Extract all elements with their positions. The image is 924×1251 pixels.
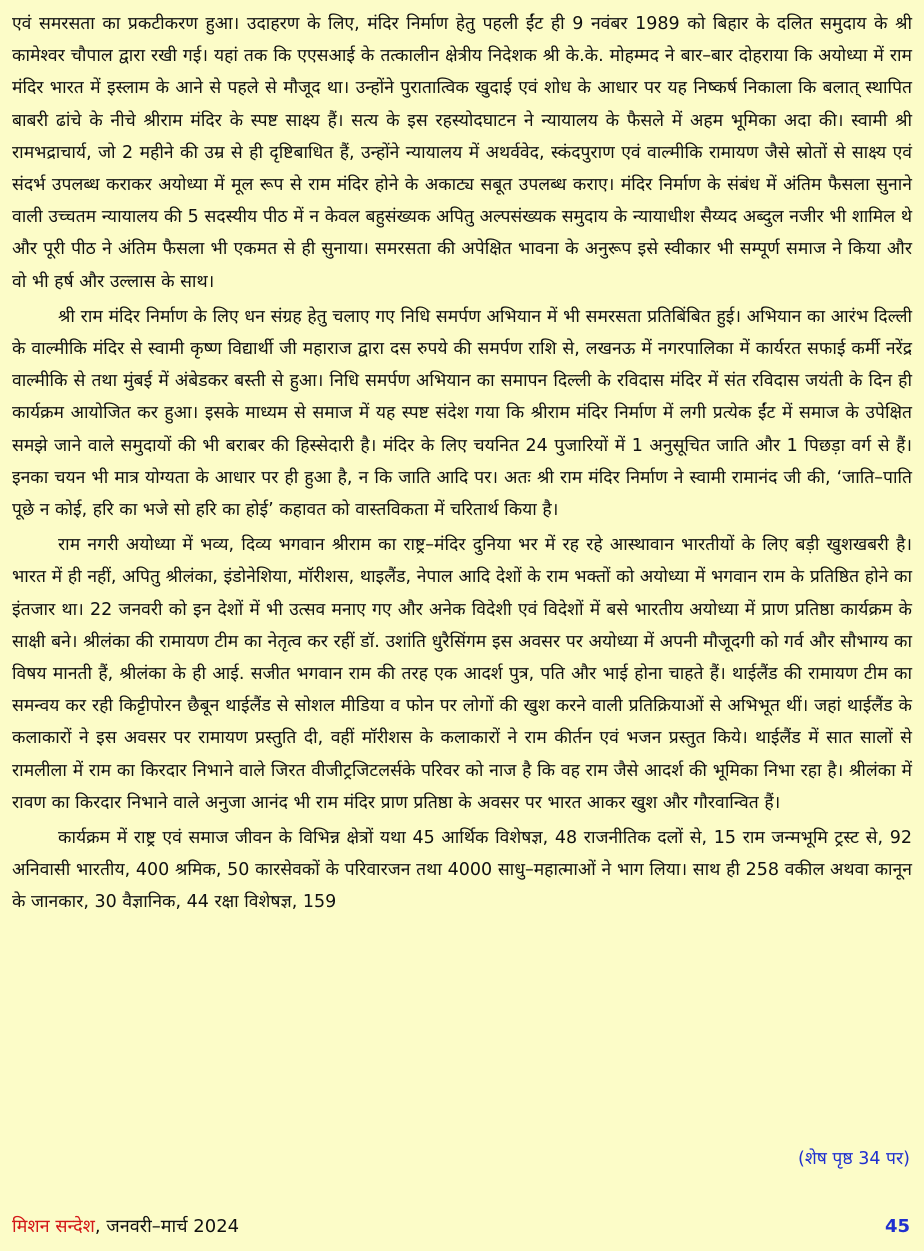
paragraph-3: राम नगरी अयोध्या में भव्य, दिव्य भगवान श्रीराम का राष्ट्र–मंदिर दुनिया भर में रह रहे आस्थावान भारतीयों के लिए बड़ी खुशखबरी है। भारत में ही नहीं, अपितु श्रीलंका, इंडोनेशिया, मॉरीशस, थाइलैंड, नेपाल आदि देशों के राम भक्तों को अयोध्या में भगवान राम के प्रतिष्ठित होने का इंतजार था। 22 जनवरी को इन देशों में भी उत्सव मनाए गए और अनेक विदेशी एवं विदेशों में बसे भारतीय अयोध्या में प्राण प्रतिष्ठा कार्यक्रम के साक्षी बने। श्रीलंका की रामायण टीम का नेतृत्व कर रहीं डॉ. उशांति धुरैसिंगम इस अवसर पर अयोध्या में अपनी मौजूदगी को गर्व और सौभाग्य का विषय मानती हैं, श्रीलंका के ही आई. सजीत भगवान राम की तरह एक आदर्श पुत्र, पति और भाई होना चाहते हैं। थाईलैंड की रामायण टीम का समन्वय कर रही किट्टीपोरन छैबून थाईलैंड से सोशल मीडिया व फोन पर लोगों की खुश करने वाली प्रतिक्रियाओं से अभिभूत थीं। जहां थाईलैंड के कलाकारों ने इस अवसर पर रामायण प्रस्तुति दी, वहीं मॉरीशस के कलाकारों ने राम कीर्तन एवं भजन प्रस्तुत किये। थाईलैंड में सात सालों से रामलीला में राम का किरदार निभाने वाले जिरत वीजीट्रजिटलर्सके परिवर को नाज है कि वह राम जैसे आदर्श की भूमिका निभा रहा है। श्रीलंका में रावण का किरदार निभाने वाले अनुजा आनंद भी राम मंदिर प्राण प्रतिष्ठा के अवसर पर भारत आकर खुश और गौरवान्वित हैं। xyxy=(12,535,912,813)
paragraph-1: एवं समरसता का प्रकटीकरण हुआ। उदाहरण के लिए, मंदिर निर्माण हेतु पहली ईंट ही 9 नवंबर 1989 को बिहार के दलित समुदाय के श्री कामेश्वर चौपाल द्वारा रखी गई। यहां तक कि एएसआई के तत्कालीन क्षेत्रीय निदेशक श्री के.के. मोहम्मद ने बार–बार दोहराया कि अयोध्या में राम मंदिर भारत में इस्लाम के आने से पहले से मौजूद था। उन्होंने पुरातात्विक खुदाई एवं शोध के आधार पर यह निष्कर्ष निकाला कि बलात् स्थापित बाबरी ढांचे के नीचे श्रीराम मंदिर के स्पष्ट साक्ष्य हैं। सत्य के इस रहस्योदघाटन ने न्यायालय के फैसले में अहम भूमिका अदा की। स्वामी श्री रामभद्राचार्य, जो 2 महीने की उम्र से ही दृष्टिबाधित हैं, उन्होंने न्यायालय में अथर्ववेद, स्कंदपुराण एवं वाल्मीकि रामायण जैसे स्रोतों से साक्ष्य एवं संदर्भ उपलब्ध कराकर अयोध्या में मूल रूप से राम मंदिर होने के अकाट्य सबूत उपलब्ध कराए। मंदिर निर्माण के संबंध में अंतिम फैसला सुनाने वाली उच्चतम न्यायालय की 5 सदस्यीय पीठ में न केवल बहुसंख्यक अपितु अल्पसंख्यक समुदाय के न्यायाधीश सैय्यद अब्दुल नजीर भी शामिल थे और पूरी पीठ ने अंतिम फैसला भी एकमत से ही सुनाया। समरसता की अपेक्षित भावना के अनुरूप इसे स्वीकार भी सम्पूर्ण समाज ने किया और वो भी हर्ष और उल्लास के साथ। xyxy=(12,14,912,292)
paragraph-2: श्री राम मंदिर निर्माण के लिए धन संग्रह हेतु चलाए गए निधि समर्पण अभियान में भी समरसता प्रतिबिंबित हुई। अभियान का आरंभ दिल्ली के वाल्मीकि मंदिर से स्वामी कृष्ण विद्यार्थी जी महाराज द्वारा दस रुपये की समर्पण राशि से, लखनऊ में नगरपालिका में कार्यरत सफाई कर्मी नरेंद्र वाल्मीकि से तथा मुंबई में अंबेडकर बस्ती से हुआ। निधि समर्पण अभियान का समापन दिल्ली के रविदास मंदिर में संत रविदास जयंती के दिन ही कार्यक्रम आयोजित कर हुआ। इसके माध्यम से समाज में यह स्पष्ट संदेश गया कि श्रीराम मंदिर निर्माण में लगी प्रत्येक ईंट में समाज के उपेक्षित समझे जाने वाले समुदायों की भी बराबर की हिस्सेदारी है। मंदिर के लिए चयनित 24 पुजारियों में 1 अनुसूचित जाति और 1 पिछड़ा वर्ग से हैं। इनका चयन भी मात्र योग्यता के आधार पर ही हुआ है, न कि जाति आदि पर। अतः श्री राम मंदिर निर्माण ने स्वामी रामानंद जी की, ‘जाति–पाति पूछे न कोई, हरि का भजे सो हरि का होई’ कहावत को वास्तविकता में चरितार्थ किया है। xyxy=(12,306,912,521)
issue-date: , जनवरी–मार्च 2024 xyxy=(94,1216,240,1237)
continued-on-page-note: (शेष पृष्ठ 34 पर) xyxy=(798,1149,910,1169)
paragraph-4: कार्यक्रम में राष्ट्र एवं समाज जीवन के विभिन्न क्षेत्रों यथा 45 आर्थिक विशेषज्ञ, 48 राजनीतिक दलों से, 15 राम जन्मभूमि ट्रस्ट से, 92 अनिवासी भारतीय, 400 श्रमिक, 50 कारसेवकों के परिवारजन तथा 4000 साधु–महात्माओं ने भाग लिया। साथ ही 258 वकील अथवा कानून के जानकार, 30 वैज्ञानिक, 44 रक्षा विशेषज्ञ, 159 xyxy=(12,828,912,913)
magazine-name: मिशन सन्देश xyxy=(12,1216,95,1237)
page-number: 45 xyxy=(884,1216,910,1237)
article-body xyxy=(12,8,912,919)
page-footer xyxy=(12,1212,910,1242)
